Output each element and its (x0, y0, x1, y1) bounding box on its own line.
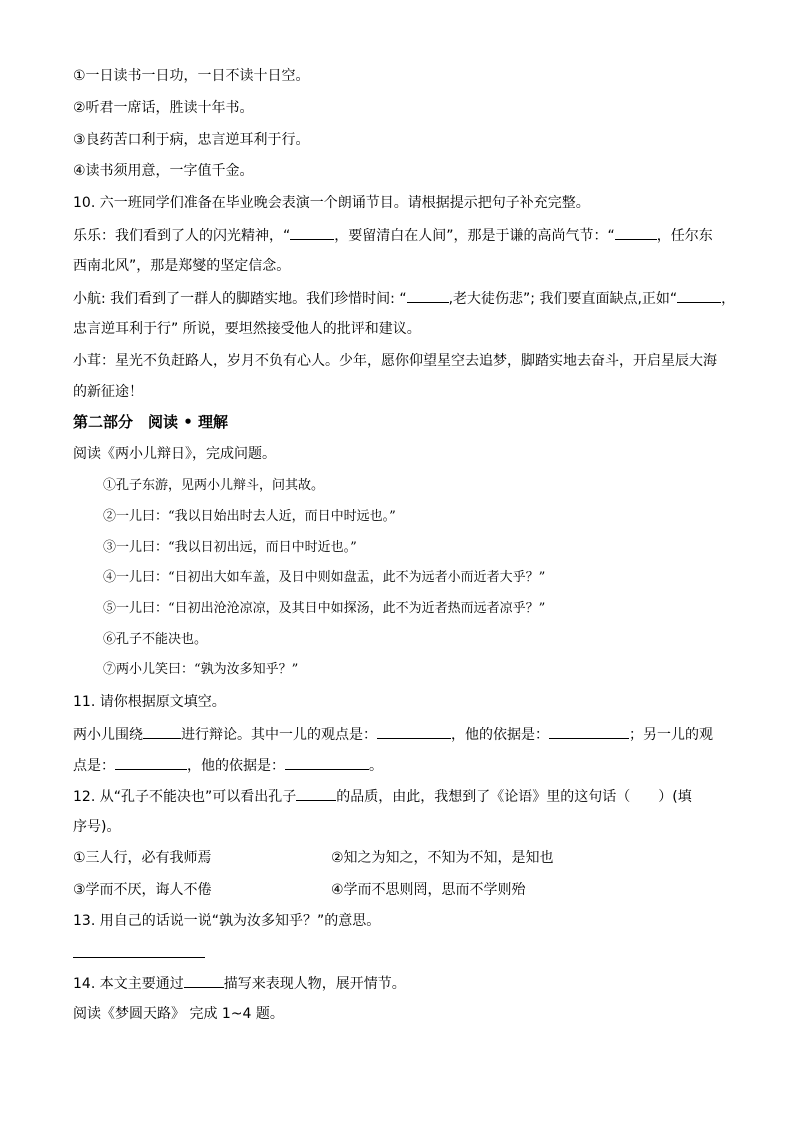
next-reading-intro: 阅读《梦圆天路》 完成 1~4 题。 (73, 1006, 284, 1022)
answer-blank[interactable] (296, 786, 336, 801)
answer-blank[interactable] (549, 724, 629, 739)
text-segment: 小航: 我们看到了一群人的脚踏实地。我们珍惜时间: “ (73, 291, 407, 307)
answer-blank[interactable] (143, 724, 181, 739)
answer-blank[interactable] (407, 288, 449, 303)
question-14 (73, 973, 406, 994)
question-10-lele-line (73, 225, 713, 246)
option-2[interactable]: ②知之为知之，不知为不知，是知也 (331, 850, 554, 866)
passage-line-4: ④一儿曰：“日初出大如车盖，及日中则如盘盂，此不为远者小而近者大乎？” (103, 570, 546, 585)
passage-line-3: ③一儿曰：“我以日初出远，而日中时近也。” (103, 540, 357, 555)
answer-line[interactable] (73, 957, 205, 958)
question-12-options-row-1 (73, 848, 713, 868)
text-segment: 点是： (73, 758, 115, 774)
text-segment: ，任尔东 (656, 228, 713, 244)
reading-intro: 阅读《两小儿辩日》，完成问题。 (73, 446, 276, 462)
text-segment: 12. 从“孔子不能决也”可以看出孔子 (73, 789, 297, 805)
proverb-4: ④读书须用意，一字值千金。 (73, 163, 254, 179)
text-segment: ， (721, 291, 736, 307)
question-10-xiaorong-line-2: 的新征途！ (73, 384, 143, 400)
question-10-stem: 10. 六一班同学们准备在毕业晚会表演一个朗诵节目。请根据提示把句子补充完整。 (73, 195, 590, 211)
question-13-stem: 13. 用自己的话说一说“孰为汝多知乎？”的意思。 (73, 913, 381, 929)
passage-line-2: ②一儿曰：“我以日始出时去人近，而日中时远也。” (103, 509, 396, 524)
option-4[interactable]: ④学而不思则罔，思而不学则殆 (331, 882, 526, 898)
answer-blank[interactable] (615, 225, 657, 240)
text-segment: 的品质，由此，我想到了《论语》里的这句话（ ）(填 (336, 789, 692, 805)
text-segment: 进行辩论。其中一儿的观点是： (181, 727, 377, 743)
section-heading: 第二部分 阅读 • 理解 (73, 413, 229, 431)
answer-blank[interactable] (184, 973, 224, 988)
question-10-lele-line-2: 西南北风”，那是郑燮的坚定信念。 (73, 258, 291, 274)
question-11-stem: 11. 请你根据原文填空。 (73, 694, 226, 710)
question-10-xiaorong-line: 小茸：星光不负赶路人，岁月不负有心人。少年，愿你仰望星空去追梦，脚踏实地去奋斗，开启星辰大海 (73, 353, 717, 369)
text-segment: 描写来表现人物，展开情节。 (223, 976, 406, 992)
text-segment: ，他的依据是： (187, 758, 285, 774)
text-segment: 两小儿围绕 (73, 727, 143, 743)
passage-line-5: ⑤一儿曰：“日初出沧沧凉凉，及其日中如探汤，此不为近者热而远者凉乎？” (103, 601, 546, 616)
answer-blank[interactable] (290, 225, 334, 240)
question-10-xiaohang-line-2: 忠言逆耳利于行” 所说，要坦然接受他人的批评和建议。 (73, 321, 421, 337)
question-12-line-2: 序号)。 (73, 819, 121, 835)
question-12-options-row-2 (73, 880, 713, 900)
answer-blank[interactable] (115, 755, 187, 770)
proverb-1: ①一日读书一日功，一日不读十日空。 (73, 68, 310, 84)
question-11-line-1 (73, 724, 713, 745)
text-segment: ，要留清白在人间”，那是于谦的高尚气节：“ (334, 228, 615, 244)
question-12-line-1 (73, 786, 692, 807)
passage-line-7: ⑦两小儿笑曰：“孰为汝多知乎？” (103, 662, 299, 677)
answer-blank[interactable] (677, 288, 721, 303)
text-segment: ；另一儿的观 (629, 727, 713, 743)
text-segment: 乐乐：我们看到了人的闪光精神，“ (73, 228, 291, 244)
question-11-line-2 (73, 755, 383, 776)
passage-line-6: ⑥孔子不能决也。 (103, 632, 208, 647)
text-segment: ,老大徒伤悲”; 我们要直面缺点,正如“ (448, 291, 678, 307)
option-3[interactable]: ③学而不厌，诲人不倦 (73, 882, 212, 898)
question-10-xiaohang-line (73, 288, 735, 309)
answer-blank[interactable] (377, 724, 451, 739)
proverb-2: ②听君一席话，胜读十年书。 (73, 100, 254, 116)
text-segment: 14. 本文主要通过 (73, 976, 184, 992)
passage-line-1: ①孔子东游，见两小儿辩斗，问其故。 (103, 478, 325, 493)
proverb-3: ③良药苦口利于病，忠言逆耳利于行。 (73, 132, 310, 148)
option-1[interactable]: ①三人行，必有我师焉 (73, 850, 212, 866)
answer-blank[interactable] (285, 755, 369, 770)
text-segment: 。 (369, 758, 383, 774)
text-segment: ，他的依据是： (451, 727, 549, 743)
